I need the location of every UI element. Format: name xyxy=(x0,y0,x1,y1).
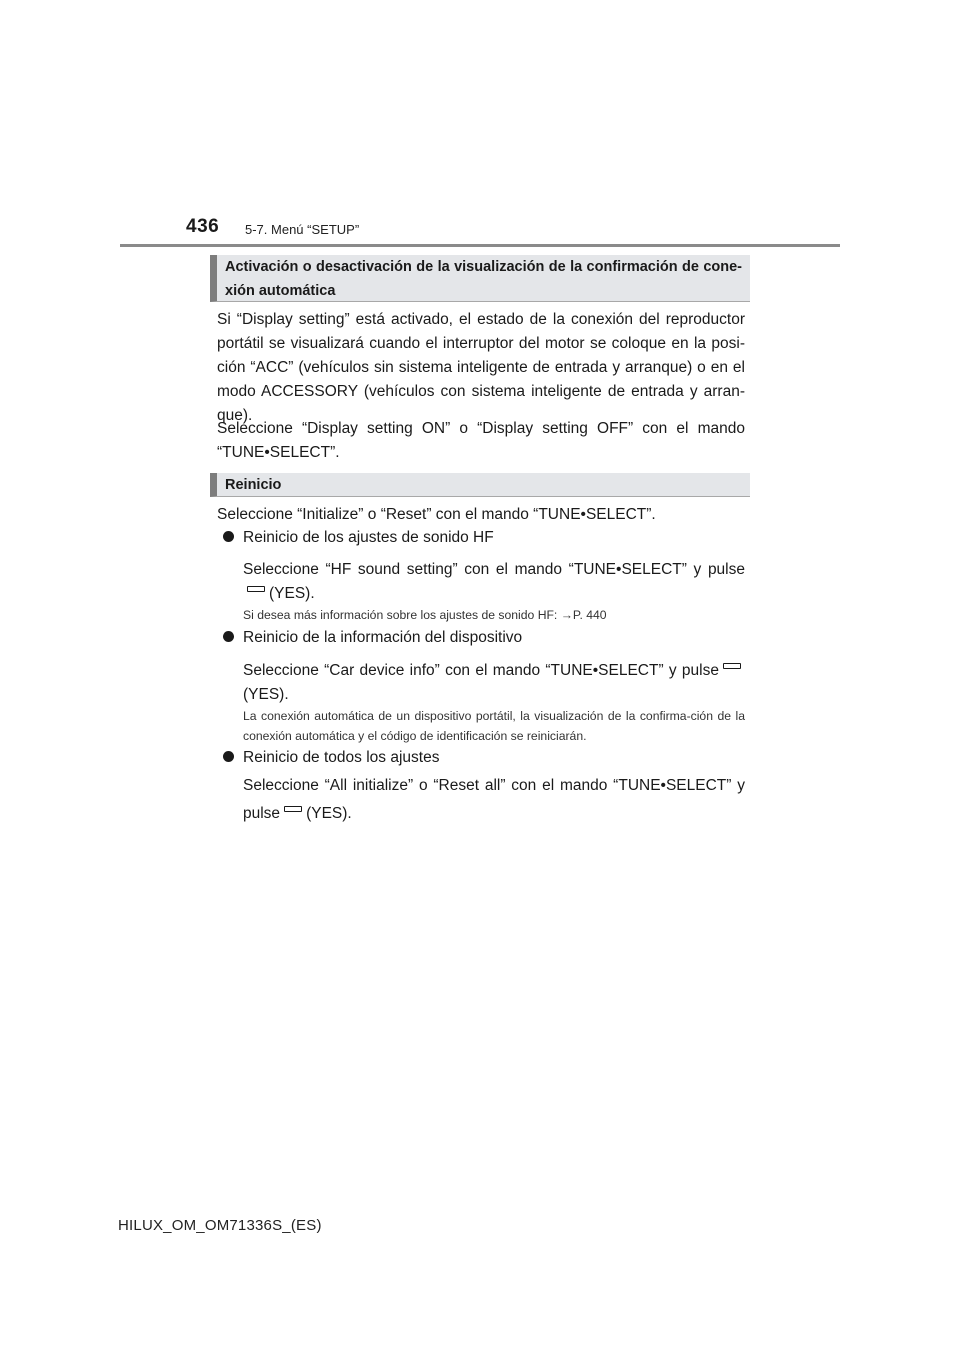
button-icon xyxy=(723,663,741,669)
document-code: HILUX_OM_OM71336S_(ES) xyxy=(118,1217,322,1234)
reset-intro: Seleccione “Initialize” o “Reset” con el mando “TUNE•SELECT”. xyxy=(217,506,656,523)
section-heading-text: Activación o desactivación de la visualización de la confirmación de cone-xión automática xyxy=(225,259,742,299)
display-setting-instruction: Seleccione “Display setting ON” o “Display setting OFF” con el mando “TUNE•SELECT”. xyxy=(217,420,745,461)
button-icon xyxy=(247,586,265,592)
list-item xyxy=(223,626,522,650)
section-heading-text: Reinicio xyxy=(225,477,282,493)
bullet-icon xyxy=(223,531,234,542)
section-label: 5-7. Menú “SETUP” xyxy=(245,222,360,237)
list-item-title: Reinicio de los ajustes de sonido HF xyxy=(243,529,494,546)
button-icon xyxy=(284,806,302,812)
list-item xyxy=(223,746,439,770)
list-item-title: Reinicio de todos los ajustes xyxy=(243,749,440,766)
bullet-icon xyxy=(223,751,234,762)
list-item-instruction: Seleccione “HF sound setting” con el mando “TUNE•SELECT” y pulse(YES). xyxy=(243,561,745,602)
section-heading-auto-connection xyxy=(210,255,750,302)
page-number: 436 xyxy=(186,216,220,237)
list-item-note: Si desea más información sobre los ajustes de sonido HF: →P. 440 xyxy=(243,608,607,622)
display-setting-paragraph: Si “Display setting” está activado, el estado de la conexión del reproductor portátil se visualizará cuando el interruptor del motor se coloque en la posi-ción “ACC” (vehículos sin sistema inteligente de entrada y arranque) o en el modo ACCESSORY (vehículos con sistema inteligente de entrada y arran-que). xyxy=(217,311,745,424)
bullet-icon xyxy=(223,631,234,642)
list-item-note: La conexión automática de un dispositivo portátil, la visualización de la confirma-ción de la conexión automática y el código de identificación se reiniciarán. xyxy=(243,709,745,743)
list-item-instruction: Seleccione “All initialize” o “Reset all” con el mando “TUNE•SELECT” y pulse (YES). xyxy=(243,777,745,822)
header-divider xyxy=(120,244,840,247)
list-item xyxy=(223,526,494,550)
section-heading-reset xyxy=(210,473,750,497)
list-item-title: Reinicio de la información del dispositivo xyxy=(243,629,523,646)
list-item-instruction: Seleccione “Car device info” con el mando “TUNE•SELECT” y pulse(YES). xyxy=(243,659,745,707)
